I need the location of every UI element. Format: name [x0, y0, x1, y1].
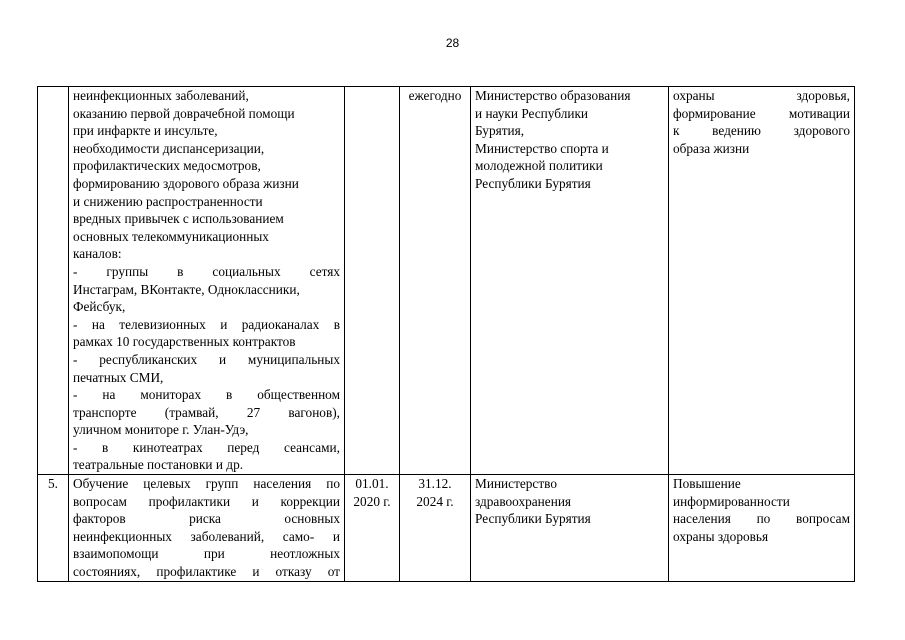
text-line: вопросам профилактики и коррекции [73, 493, 340, 509]
text-line: Обучение целевых групп населения по [73, 476, 340, 492]
text-line: Повышение [673, 476, 741, 492]
text-line: здравоохранения [475, 493, 572, 509]
text-line: факторов риска основных [73, 511, 340, 527]
text-line: образа жизни [673, 140, 750, 156]
text-line: рамках 10 государственных контрактов [73, 334, 296, 350]
text-line: - на мониторах в общественном [73, 387, 340, 403]
result-cell [669, 87, 855, 475]
text-line: уличном мониторе г. Улан-Удэ, [73, 422, 249, 438]
text-line: информированности [673, 493, 790, 509]
event-cell [69, 475, 345, 582]
end-date-cell [400, 475, 471, 582]
event-cell [69, 87, 345, 475]
text-line: Фейсбук, [73, 299, 126, 315]
text-line: населения по вопросам [673, 511, 850, 527]
start-date-cell [345, 87, 400, 475]
text-line: 01.01. [355, 476, 389, 492]
table-row [38, 475, 855, 582]
text-line: неинфекционных заболеваний, само- и [73, 528, 340, 544]
result-cell [669, 475, 855, 582]
text-line: и науки Республики [475, 105, 589, 121]
text-line: формирование мотивации [673, 105, 850, 121]
text-line: Бурятия, [475, 123, 525, 139]
text-line: - на телевизионных и радиоканалах в [73, 316, 340, 332]
text-line: охраны здоровья [673, 528, 769, 544]
responsible-cell [471, 87, 669, 475]
text-line: Министерство спорта и [475, 140, 609, 156]
text-line: Министерство [475, 476, 557, 492]
table-row [38, 87, 855, 475]
text-line: 31.12. [418, 476, 452, 492]
page-number: 28 [445, 36, 460, 50]
text-line: театральные постановки и др. [73, 457, 244, 473]
text-line: оказанию первой доврачебной помощи [73, 105, 295, 121]
end-date-cell: ежегодно [400, 87, 471, 475]
text-line: необходимости диспансеризации, [73, 140, 265, 156]
text-line: Министерство образования [475, 88, 631, 103]
text-line: основных телекоммуникационных [73, 228, 269, 244]
row-number-cell [38, 87, 69, 475]
text-line: - группы в социальных сетях [73, 263, 340, 279]
text-line: транспорте (трамвай, 27 вагонов), [73, 404, 340, 420]
responsible-cell [471, 475, 669, 582]
text-line: Республики Бурятия [475, 511, 591, 527]
text-line: молодежной политики [475, 158, 603, 174]
text-line: вредных привычек с использованием [73, 211, 284, 227]
text-line: Республики Бурятия [475, 175, 591, 191]
text-line: - в кинотеатрах перед сеансами, [73, 439, 340, 455]
text-line: к ведению здорового [673, 123, 850, 139]
text-line: состояниях, профилактике и отказу от [73, 564, 340, 580]
text-line: Инстаграм, ВКонтакте, Одноклассники, [73, 281, 300, 297]
text-line: охраны здоровья, [673, 88, 850, 103]
text-line: формированию здорового образа жизни [73, 175, 299, 191]
text-line: профилактических медосмотров, [73, 158, 261, 174]
start-date-cell [345, 475, 400, 582]
row-number-cell: 5. [38, 475, 69, 582]
text-line: 2024 г. [416, 493, 454, 509]
text-line: каналов: [73, 246, 122, 262]
text-line: - республиканских и муниципальных [73, 351, 340, 367]
text-line: печатных СМИ, [73, 369, 164, 385]
text-line: взаимопомощи при неотложных [73, 546, 340, 562]
text-line: 2020 г. [353, 493, 391, 509]
text-line: при инфаркте и инсульте, [73, 123, 218, 139]
text-line: неинфекционных заболеваний, [73, 88, 249, 103]
text-line: и снижению распространенности [73, 193, 263, 209]
measures-table [37, 86, 855, 582]
